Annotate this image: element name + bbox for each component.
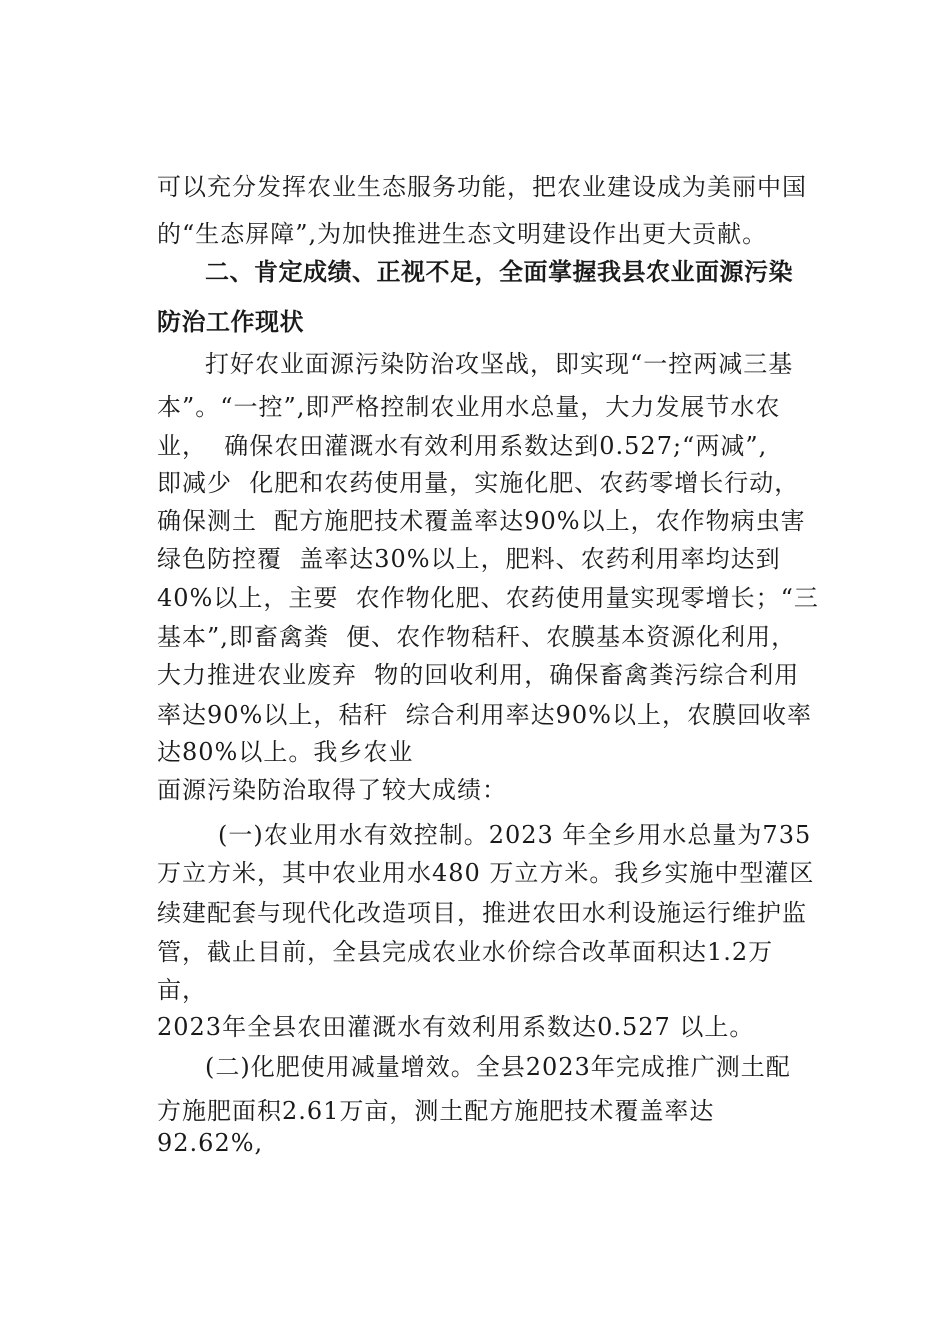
body-text-line: 绿色防控覆 盖率达30%以上，肥料、农药利用率均达到 — [157, 545, 781, 573]
body-text-line: 可以充分发挥农业生态服务功能，把农业建设成为美丽中国 — [157, 173, 807, 201]
body-text-line: 40%以上，主要 农作物化肥、农药使用量实现零增长；“三 — [157, 584, 819, 612]
body-text-line: 2023年全县农田灌溉水有效利用系数达0.527 以上。 — [157, 1013, 755, 1041]
body-text-line: 率达90%以上，秸秆 综合利用率达90%以上，农膜回收率 — [157, 701, 812, 729]
section-heading-continued: 防治工作现状 — [157, 308, 304, 336]
subsection-line: (二)化肥使用减量增效。全县2023年完成推广测土配 — [205, 1053, 791, 1081]
body-text-line: 方施肥面积2.61万亩，测土配方施肥技术覆盖率达 — [157, 1097, 715, 1125]
body-text-line: 的“生态屏障”,为加快推进生态文明建设作出更大贡献。 — [157, 220, 768, 248]
body-text-line: 打好农业面源污染防治攻坚战，即实现“一控两减三基 — [205, 350, 794, 378]
body-text-line: 面源污染防治取得了较大成绩： — [157, 776, 507, 804]
body-text-line: 确保测土 配方施肥技术覆盖率达90%以上，农作物病虫害 — [157, 507, 806, 535]
body-text-line: 基本”,即畜禽粪 便、农作物秸秆、农膜基本资源化利用， — [157, 623, 797, 651]
body-text-line: 达80%以上。我乡农业 — [157, 738, 414, 766]
body-text-line: 业， 确保农田灌溉水有效利用系数达到0.527;“两减”, — [157, 432, 768, 460]
section-heading: 二、肯定成绩、正视不足，全面掌握我县农业面源污染 — [205, 258, 793, 286]
body-text-line: 大力推进农业废弃 物的回收利用，确保畜禽粪污综合利用 — [157, 661, 800, 689]
body-text-line: 管，截止目前，全县完成农业水价综合改革面积达1.2万 — [157, 938, 774, 966]
body-text-line: 亩， — [157, 976, 207, 1004]
body-text-line: 92.62%, — [157, 1129, 264, 1157]
body-text-line: 续建配套与现代化改造项目，推进农田水利设施运行维护监 — [157, 899, 807, 927]
body-text-line: 万立方米，其中农业用水480 万立方米。我乡实施中型灌区 — [157, 859, 815, 887]
body-text-line: 本”。“一控”,即严格控制农业用水总量，大力发展节水农 — [157, 393, 781, 421]
body-text-line: 即减少 化肥和农药使用量，实施化肥、农药零增长行动， — [157, 469, 800, 497]
subsection-line: (一)农业用水有效控制。2023 年全乡用水总量为735 — [218, 821, 812, 849]
